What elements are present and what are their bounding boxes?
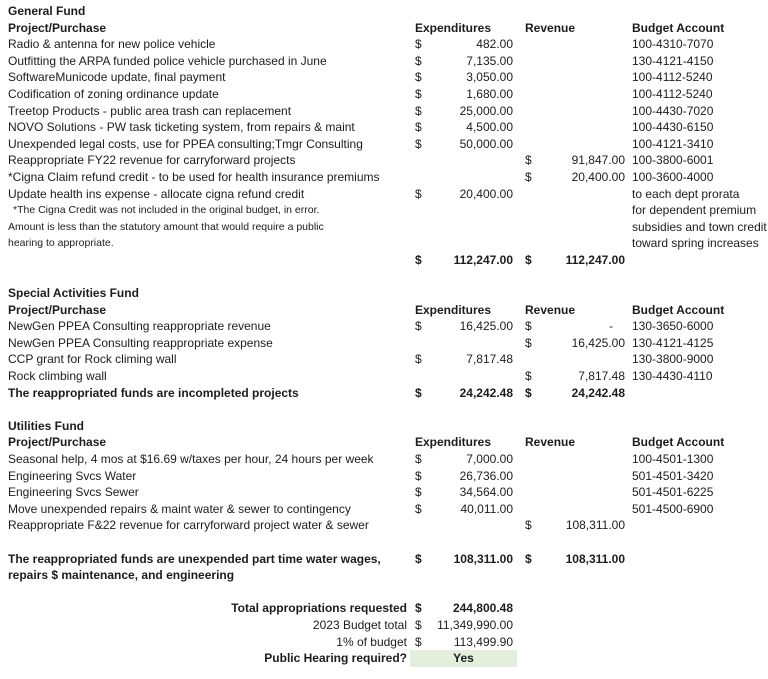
- currency-symbol: $: [525, 551, 532, 566]
- expenditure-cell: [415, 136, 513, 153]
- project-description: Unexpended legal costs, use for PPEA consulting;Tmgr Consulting: [8, 136, 363, 151]
- currency-symbol: $: [415, 86, 422, 101]
- table-row: [0, 53, 768, 70]
- project-description: repairs $ maintenance, and engineering: [8, 568, 235, 583]
- expenditure-cell: [415, 235, 513, 252]
- project-description: The reappropriated funds are incompleted projects: [8, 385, 299, 400]
- summary-row: [0, 650, 768, 667]
- expenditure-cell: [415, 501, 513, 518]
- expenditure-amount: 50,000.00: [459, 136, 513, 151]
- expenditure-amount: 7,000.00: [466, 452, 513, 467]
- currency-symbol: $: [525, 385, 532, 400]
- revenue-cell: [525, 385, 625, 402]
- table-row: [0, 484, 768, 501]
- table-row: [0, 235, 768, 252]
- table-row: [0, 152, 768, 169]
- currency-symbol: $: [415, 352, 422, 367]
- table-row: [0, 186, 768, 203]
- revenue-cell: [525, 468, 625, 485]
- expenditure-cell: [415, 53, 513, 70]
- project-description: The reappropriated funds are unexpended part time water wages,: [8, 551, 381, 566]
- table-row: [0, 368, 768, 385]
- footer-value-cell: [415, 617, 513, 634]
- budget-account: 100-4430-6150: [632, 120, 714, 135]
- table-row: [0, 468, 768, 485]
- revenue-amount: 108,311.00: [565, 551, 625, 566]
- footer-amount: 113,499.90: [453, 634, 513, 649]
- column-header-row: [0, 434, 768, 451]
- project-description: [0, 252, 415, 269]
- currency-symbol: $: [415, 617, 422, 632]
- expenditure-cell: [415, 219, 513, 236]
- project-description: Reappropriate F&22 revenue for carryforward project water & sewer: [8, 518, 369, 533]
- project-description: Seasonal help, 4 mos at $16.69 w/taxes per hour, 24 hours per week: [8, 452, 374, 467]
- expenditure-amount: 112,247.00: [453, 252, 513, 267]
- currency-symbol: $: [415, 634, 422, 649]
- budget-account: to each dept prorata: [632, 186, 740, 201]
- currency-symbol: $: [415, 468, 422, 483]
- project-description: *Cigna Claim refund credit - to be used for health insurance premiums: [8, 169, 380, 184]
- revenue-cell: [525, 252, 625, 269]
- column-header-revenue: Revenue: [525, 20, 576, 35]
- revenue-cell: [525, 351, 625, 368]
- summary-row: [0, 634, 768, 651]
- revenue-cell: [525, 484, 625, 501]
- table-row: [0, 86, 768, 103]
- revenue-cell: [525, 152, 625, 169]
- revenue-cell: [525, 69, 625, 86]
- table-row: [0, 36, 768, 53]
- revenue-cell: [525, 186, 625, 203]
- section-row: [0, 3, 768, 20]
- section-title: Utilities Fund: [8, 418, 84, 433]
- currency-symbol: $: [415, 252, 422, 267]
- budget-account: 501-4501-6225: [632, 485, 714, 500]
- revenue-amount: 108,311.00: [565, 518, 625, 533]
- expenditure-cell: [415, 318, 513, 335]
- footer-amount: 244,800.48: [452, 601, 513, 616]
- budget-account: 130-4121-4150: [632, 53, 714, 68]
- budget-account: 130-4430-4110: [632, 369, 713, 384]
- currency-symbol: $: [525, 252, 532, 267]
- revenue-cell: [525, 136, 625, 153]
- expenditure-amount: 7,817.48: [466, 352, 513, 367]
- column-header-revenue: Revenue: [525, 302, 576, 317]
- expenditure-cell: [415, 335, 513, 352]
- table-row: [0, 567, 768, 584]
- expenditure-cell: [415, 252, 513, 269]
- column-header-expenditures: Expenditures: [415, 302, 492, 317]
- table-row: [0, 335, 768, 352]
- table-row: [0, 136, 768, 153]
- expenditure-cell: [415, 36, 513, 53]
- expenditure-amount: 26,736.00: [459, 468, 513, 483]
- expenditure-amount: 40,011.00: [460, 501, 513, 516]
- expenditure-amount: 1,680.00: [466, 86, 513, 101]
- budget-account: toward spring increases: [632, 236, 759, 251]
- budget-account: 100-4112-5240: [632, 86, 713, 101]
- expenditure-amount: 34,564.00: [459, 485, 513, 500]
- expenditure-cell: [415, 484, 513, 501]
- budget-account: 100-4501-1300: [632, 452, 714, 467]
- column-header-project: Project/Purchase: [8, 20, 107, 35]
- project-description: Codification of zoning ordinance update: [8, 86, 219, 101]
- currency-symbol: $: [525, 169, 532, 184]
- project-description: hearing to appropriate.: [8, 237, 114, 250]
- project-description: NewGen PPEA Consulting reappropriate expense: [8, 335, 273, 350]
- table-row: [0, 351, 768, 368]
- expenditure-amount: 4,500.00: [466, 120, 513, 135]
- column-header-row: [0, 20, 768, 37]
- column-header-revenue: Revenue: [525, 435, 576, 450]
- column-header-account: Budget Account: [632, 20, 725, 35]
- revenue-cell: [525, 86, 625, 103]
- expenditure-cell: [415, 202, 513, 219]
- column-header-expenditures: Expenditures: [415, 435, 492, 450]
- column-header-account: Budget Account: [632, 302, 725, 317]
- currency-symbol: $: [525, 369, 532, 384]
- currency-symbol: $: [525, 518, 532, 533]
- currency-symbol: $: [415, 551, 422, 566]
- expenditure-amount: 3,050.00: [466, 70, 513, 85]
- column-header-project: Project/Purchase: [8, 435, 107, 450]
- spacer-row: [0, 584, 768, 601]
- revenue-cell: [525, 103, 625, 120]
- project-description: Treetop Products - public area trash can replacement: [8, 103, 292, 118]
- revenue-cell: [525, 318, 625, 335]
- revenue-cell: [525, 551, 625, 568]
- budget-account: 100-3600-4000: [632, 169, 714, 184]
- budget-account: for dependent premium: [632, 203, 757, 218]
- project-description: Update health ins expense - allocate cigna refund credit: [8, 186, 305, 201]
- revenue-cell: [525, 169, 625, 186]
- project-description: Engineering Svcs Water: [8, 468, 137, 483]
- revenue-amount: 16,425.00: [571, 335, 625, 350]
- summary-row: [0, 617, 768, 634]
- footer-label: Total appropriations requested: [231, 601, 407, 616]
- expenditure-cell: [415, 551, 513, 568]
- budget-account: 130-4121-4125: [632, 335, 714, 350]
- revenue-cell: [525, 517, 625, 534]
- section-row: [0, 418, 768, 435]
- column-header-expenditures: Expenditures: [415, 20, 492, 35]
- expenditure-amount: 16,425.00: [459, 319, 513, 334]
- expenditure-cell: [415, 468, 513, 485]
- budget-account: 501-4501-3420: [632, 468, 714, 483]
- currency-symbol: $: [415, 501, 422, 516]
- budget-account: subsidies and town credit: [632, 219, 767, 234]
- currency-symbol: $: [415, 136, 422, 151]
- budget-account: 100-4112-5240: [632, 70, 713, 85]
- table-row: [0, 219, 768, 236]
- currency-symbol: $: [415, 120, 422, 135]
- expenditure-cell: [415, 103, 513, 120]
- table-row: [0, 451, 768, 468]
- table-row: [0, 169, 768, 186]
- currency-symbol: $: [525, 335, 532, 350]
- expenditure-cell: [415, 186, 513, 203]
- project-description: CCP grant for Rock climing wall: [8, 352, 177, 367]
- project-description: *The Cigna Credit was not included in the original budget, in error.: [13, 204, 320, 217]
- expenditure-amount: 20,400.00: [459, 186, 513, 201]
- spacer-row: [0, 534, 768, 551]
- section-title: General Fund: [8, 4, 86, 18]
- section-row: [0, 285, 768, 302]
- expenditure-cell: [415, 567, 513, 584]
- budget-account: 100-4310-7070: [632, 37, 714, 52]
- revenue-cell: [525, 36, 625, 53]
- revenue-amount: 24,242.48: [571, 385, 625, 400]
- table-row: [0, 103, 768, 120]
- currency-symbol: $: [415, 37, 422, 52]
- table-row: [0, 551, 768, 568]
- table-row: [0, 517, 768, 534]
- column-header-row: [0, 302, 768, 319]
- expenditure-amount: 25,000.00: [459, 103, 513, 118]
- currency-symbol: $: [415, 385, 422, 400]
- section-title: Special Activities Fund: [8, 286, 139, 301]
- revenue-cell: [525, 219, 625, 236]
- project-description: NewGen PPEA Consulting reappropriate revenue: [8, 319, 271, 334]
- currency-symbol: $: [415, 186, 422, 201]
- revenue-cell: [525, 567, 625, 584]
- currency-symbol: $: [415, 70, 422, 85]
- footer-label: 2023 Budget total: [312, 617, 407, 632]
- currency-symbol: $: [415, 452, 422, 467]
- budget-account: 130-3650-6000: [632, 319, 714, 334]
- table-row: [0, 318, 768, 335]
- currency-symbol: $: [525, 319, 532, 334]
- project-description: Move unexpended repairs & maint water & sewer to contingency: [8, 501, 351, 516]
- expenditure-amount: 482.00: [476, 37, 513, 52]
- table-row: [0, 119, 768, 136]
- revenue-cell: [525, 53, 625, 70]
- footer-value-cell: [415, 634, 513, 651]
- summary-row: [0, 600, 768, 617]
- footer-value-cell: [415, 600, 513, 617]
- expenditure-amount: 24,242.48: [459, 385, 513, 400]
- expenditure-cell: [415, 119, 513, 136]
- revenue-amount: 112,247.00: [565, 252, 625, 267]
- expenditure-cell: [415, 152, 513, 169]
- table-row: [0, 501, 768, 518]
- expenditure-cell: [415, 86, 513, 103]
- project-description: Outfitting the ARPA funded police vehicle purchased in June: [8, 53, 327, 68]
- revenue-cell: [525, 501, 625, 518]
- expenditure-cell: [415, 368, 513, 385]
- project-description: Amount is less than the statutory amount that would require a public: [8, 220, 324, 233]
- currency-symbol: $: [415, 319, 422, 334]
- budget-account: 100-4121-3410: [632, 136, 714, 151]
- revenue-amount: 7,817.48: [578, 369, 625, 384]
- project-description: SoftwareMunicode update, final payment: [8, 70, 226, 85]
- revenue-amount: -: [609, 319, 613, 334]
- column-header-project: Project/Purchase: [8, 302, 107, 317]
- column-header-account: Budget Account: [632, 435, 725, 450]
- table-row: [0, 202, 768, 219]
- budget-account: 100-4430-7020: [632, 103, 714, 118]
- expenditure-cell: [415, 351, 513, 368]
- budget-account: 501-4500-6900: [632, 501, 714, 516]
- expenditure-cell: [415, 451, 513, 468]
- table-row: [0, 252, 768, 269]
- revenue-amount: 20,400.00: [571, 169, 625, 184]
- project-description: Engineering Svcs Sewer: [8, 485, 139, 500]
- currency-symbol: $: [415, 103, 422, 118]
- currency-symbol: $: [415, 485, 422, 500]
- project-description: Radio & antenna for new police vehicle: [8, 37, 216, 52]
- project-description: NOVO Solutions - PW task ticketing system, from repairs & maint: [8, 120, 355, 135]
- table-row: [0, 69, 768, 86]
- budget-account: 130-3800-9000: [632, 352, 714, 367]
- expenditure-cell: [415, 385, 513, 402]
- footer-label: Public Hearing required?: [264, 651, 407, 666]
- project-description: Rock climbing wall: [8, 369, 107, 384]
- spacer-row: [0, 401, 768, 418]
- budget-account: 100-3800-6001: [632, 153, 714, 168]
- public-hearing-answer: Yes: [410, 650, 517, 667]
- table-row: [0, 385, 768, 402]
- currency-symbol: $: [415, 53, 422, 68]
- footer-amount: 11,349,990.00: [437, 617, 513, 632]
- currency-symbol: $: [415, 601, 422, 616]
- footer-label: 1% of budget: [336, 634, 407, 649]
- revenue-cell: [525, 335, 625, 352]
- expenditure-amount: 7,135.00: [466, 53, 513, 68]
- revenue-cell: [525, 451, 625, 468]
- revenue-cell: [525, 202, 625, 219]
- revenue-cell: [525, 235, 625, 252]
- revenue-cell: [525, 119, 625, 136]
- expenditure-cell: [415, 169, 513, 186]
- project-description: Reappropriate FY22 revenue for carryforward projects: [8, 153, 296, 168]
- expenditure-cell: [415, 517, 513, 534]
- currency-symbol: $: [525, 153, 532, 168]
- spacer-row: [0, 269, 768, 286]
- expenditure-amount: 108,311.00: [453, 551, 513, 566]
- revenue-cell: [525, 368, 625, 385]
- revenue-amount: 91,847.00: [571, 153, 625, 168]
- expenditure-cell: [415, 69, 513, 86]
